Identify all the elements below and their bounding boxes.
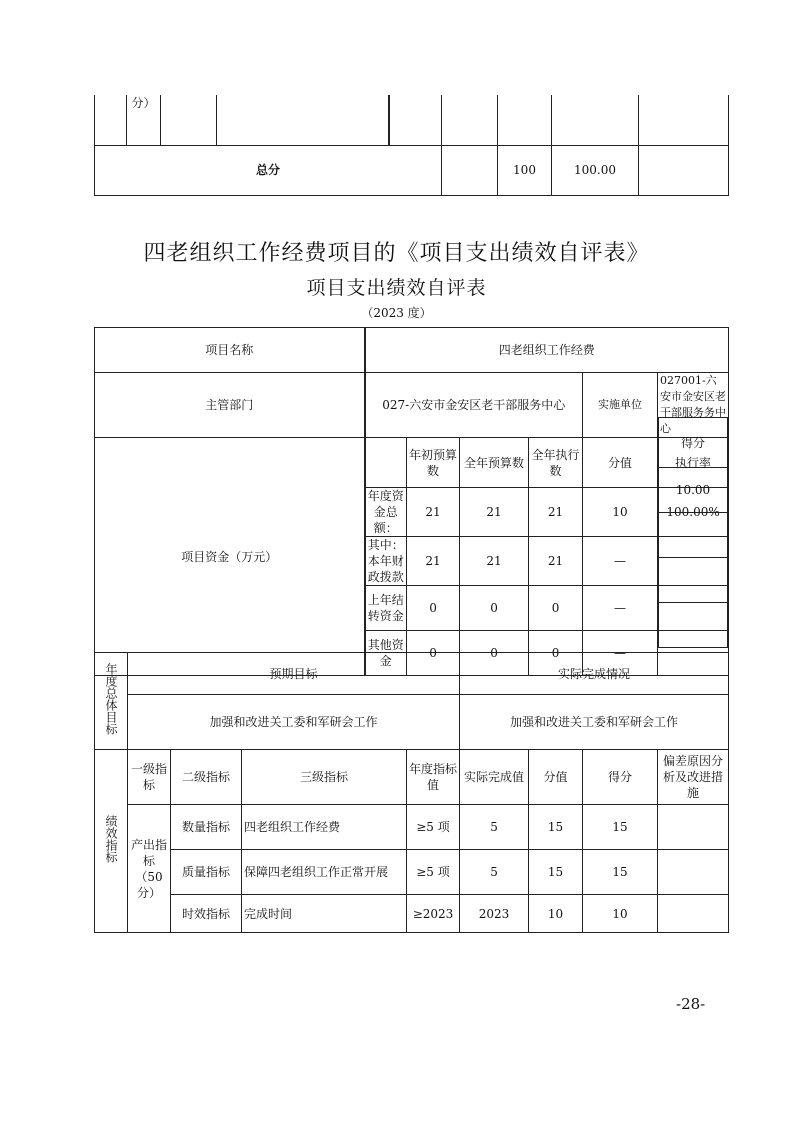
spacer-cell	[161, 95, 217, 145]
total-label: 总分	[95, 145, 442, 195]
funds-weight: —	[583, 537, 658, 586]
funds-executed: 0	[529, 631, 583, 676]
indicator-score: 10	[583, 895, 658, 933]
header-level2: 二级指标	[171, 750, 242, 805]
document-title: 四老组织工作经费项目的《项目支出绩效自评表》	[143, 241, 650, 266]
indicators-label: 绩效指标	[95, 750, 128, 933]
funds-executed: 0	[529, 586, 583, 631]
funds-score: 10.00	[659, 468, 728, 513]
spacer-cell	[389, 95, 442, 145]
goals-label: 年度总体目标	[95, 653, 128, 750]
funds-annual: 21	[460, 537, 529, 586]
funds-annual: 21	[460, 488, 529, 537]
indicator-level2: 质量指标	[171, 850, 242, 895]
indicator-deviation	[658, 805, 729, 850]
header-score: 得分	[583, 750, 658, 805]
actual-value: 加强和改进关工委和军研会工作	[460, 695, 729, 750]
indicator-target: ≥5 项	[407, 850, 460, 895]
indicator-score: 15	[583, 805, 658, 850]
spacer-cell	[442, 145, 498, 195]
indicator-actual: 5	[460, 850, 529, 895]
header-level1: 一级指标	[128, 750, 171, 805]
header-rate: 执行率	[658, 438, 729, 488]
indicator-level3: 四老组织工作经费	[242, 805, 407, 850]
output-group-label: 产出指标（50分）	[128, 805, 171, 933]
funds-initial: 0	[407, 586, 460, 631]
spacer-cell	[639, 145, 729, 195]
spacer-cell	[639, 95, 729, 145]
indicator-deviation	[658, 850, 729, 895]
form-subtitle: 项目支出绩效自评表	[306, 277, 487, 299]
project-name-value: 四老组织工作经费	[365, 328, 729, 373]
page-number: -28-	[676, 995, 706, 1013]
goals-indicators-table	[94, 652, 729, 933]
header-annual: 全年预算数	[460, 438, 529, 488]
indicator-level3: 保障四老组织工作正常开展	[242, 850, 407, 895]
impl-value: 027001-六安市金安区老干部服务务中心	[658, 373, 729, 438]
header-score: 得分	[659, 418, 728, 468]
spacer-cell	[442, 95, 498, 145]
indicator-actual: 5	[460, 805, 529, 850]
indicator-deviation	[658, 895, 729, 933]
indicator-weight: 15	[529, 805, 583, 850]
funds-score	[659, 603, 728, 648]
expected-header: 预期目标	[128, 653, 460, 695]
indicator-target: ≥2023	[407, 895, 460, 933]
funds-executed: 21	[529, 537, 583, 586]
funds-label: 项目资金（万元）	[95, 438, 365, 676]
funds-initial: 0	[407, 631, 460, 676]
indicator-level2: 时效指标	[171, 895, 242, 933]
funds-weight: 10	[583, 488, 658, 537]
year-label: （2023 度）	[361, 306, 432, 320]
header-weight: 分值	[583, 438, 658, 488]
funds-score	[659, 558, 728, 603]
funds-annual: 0	[460, 586, 529, 631]
funds-row-label: 其他资金	[365, 631, 407, 676]
continued-label: 分）	[127, 95, 161, 145]
expected-value: 加强和改进关工委和军研会工作	[128, 695, 460, 750]
spacer-cell	[498, 95, 552, 145]
header-deviation: 偏差原因分析及改进措施	[658, 750, 729, 805]
blank-header	[365, 438, 407, 488]
indicator-level3: 完成时间	[242, 895, 407, 933]
funds-initial: 21	[407, 488, 460, 537]
funds-row-label: 其中：本年财政拨款	[365, 537, 407, 586]
impl-label: 实施单位	[583, 373, 658, 438]
indicator-actual: 2023	[460, 895, 529, 933]
funds-executed: 21	[529, 488, 583, 537]
dept-label: 主管部门	[95, 373, 365, 438]
actual-header: 实际完成情况	[460, 653, 729, 695]
project-name-label: 项目名称	[95, 328, 365, 373]
funds-score	[659, 513, 728, 558]
spacer-cell	[95, 95, 127, 145]
indicator-target: ≥5 项	[407, 805, 460, 850]
total-weight: 100	[498, 145, 552, 195]
header-target: 年度指标值	[407, 750, 460, 805]
indicator-level2: 数量指标	[171, 805, 242, 850]
funds-weight: —	[583, 586, 658, 631]
funds-row-label: 年度资金总额：	[365, 488, 407, 537]
header-initial: 年初预算数	[407, 438, 460, 488]
funds-rate: 100.00%	[658, 488, 729, 537]
spacer-cell	[217, 95, 389, 145]
evaluation-table	[94, 327, 729, 676]
funds-score-column	[658, 417, 728, 648]
indicator-score: 15	[583, 850, 658, 895]
header-weight: 分值	[529, 750, 583, 805]
header-level3: 三级指标	[242, 750, 407, 805]
header-executed: 全年执行数	[529, 438, 583, 488]
total-score: 100.00	[552, 145, 639, 195]
indicator-weight: 15	[529, 850, 583, 895]
total-score-table	[94, 95, 729, 196]
funds-initial: 21	[407, 537, 460, 586]
funds-annual: 0	[460, 631, 529, 676]
funds-weight: —	[583, 631, 658, 676]
funds-row-label: 上年结转资金	[365, 586, 407, 631]
indicator-weight: 10	[529, 895, 583, 933]
header-actual: 实际完成值	[460, 750, 529, 805]
spacer-cell	[552, 95, 639, 145]
dept-value: 027-六安市金安区老干部服务中心	[365, 373, 583, 438]
